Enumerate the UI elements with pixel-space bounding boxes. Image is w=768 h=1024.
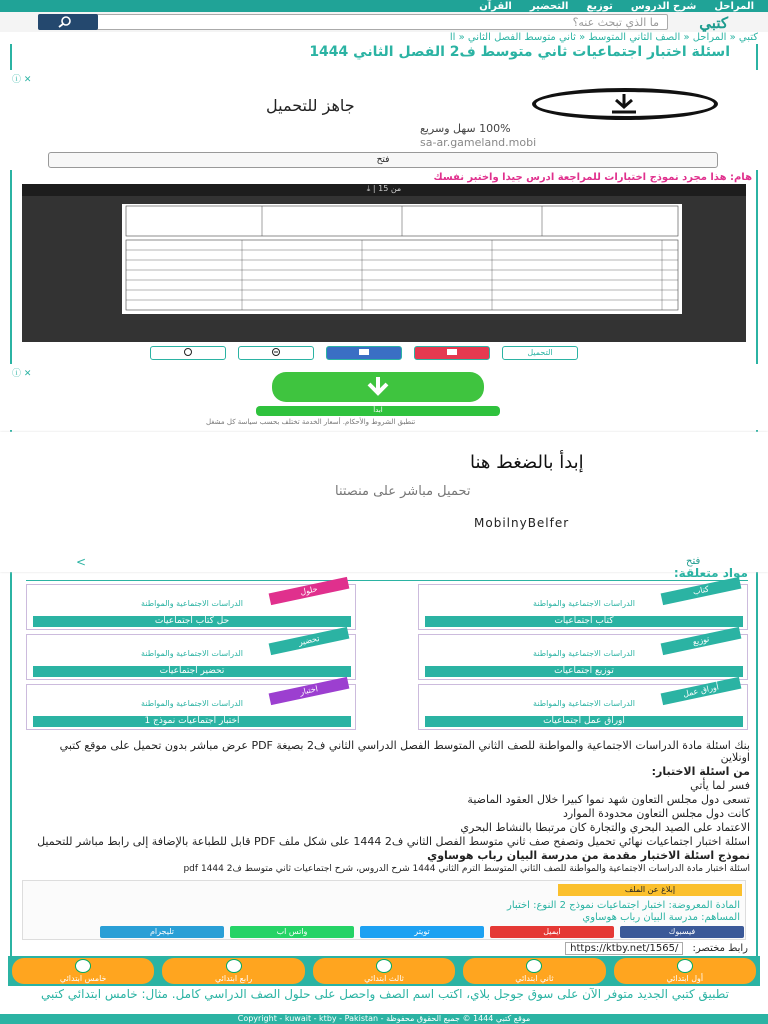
header [0, 12, 768, 32]
footer: موقع كتبي 1444 © جميع الحقوق محفوظة - Copyright - kuwait - ktby - Pakistan [0, 1014, 768, 1024]
nav-item-quran[interactable]: القرآن [479, 0, 512, 12]
card-thumb-title: الدراسات الاجتماعية والمواطنة [141, 699, 243, 708]
viewer-download-button[interactable] [414, 346, 490, 360]
ad-brand: MobilnyBelfer [474, 516, 570, 530]
grade-tile[interactable] [162, 958, 304, 984]
card-ribbon: كتاب [661, 577, 742, 605]
nav-item-lessons[interactable]: شرح الدروس [630, 0, 697, 12]
share-email-button[interactable]: ايميل [490, 926, 614, 938]
ad-open-link[interactable]: فتح [686, 556, 701, 567]
article-paragraph: تسعى دول مجلس التعاون شهد نموا كبيرا خلال العقود الماضية [467, 793, 750, 806]
card-thumb-title: الدراسات الاجتماعية والمواطنة [533, 599, 635, 608]
card-label[interactable]: تحضير اجتماعيات [33, 666, 351, 677]
grade-label: خامس ابتدائي [59, 974, 107, 983]
grade-label: رابع ابتدائي [214, 974, 253, 983]
download-arrow-icon [272, 372, 484, 402]
related-heading: مواد متعلقة: [26, 566, 748, 581]
related-card[interactable] [26, 684, 356, 730]
student-avatar-icon [526, 959, 542, 973]
related-card[interactable] [418, 684, 748, 730]
student-avatar-icon [75, 959, 91, 973]
student-avatar-icon [376, 959, 392, 973]
short-link-label: رابط مختصر: [692, 943, 748, 954]
grade-tile[interactable] [463, 958, 605, 984]
search-icon [58, 16, 72, 28]
article-paragraph: اسئلة اختبار مادة الدراسات الاجتماعية والمواطنة للصف الثاني المتوسط الترم الثاني 1444 شرح الدروس، شرح اجتماعيات ثاني متوسط ف2 1444 pdf [183, 864, 750, 874]
article-paragraph: بنك اسئلة مادة الدراسات الاجتماعية والمواطنة للصف الثاني المتوسط الفصل الدراسي الثاني ف2 بصيغة PDF عرض مباشر بدون تحميل على موقع كتبي اونلاين [59, 739, 750, 764]
card-label[interactable]: اوراق عمل اجتماعيات [425, 716, 743, 727]
ad-open-button[interactable]: فتح [48, 152, 718, 168]
grade-tile[interactable] [12, 958, 154, 984]
grade-label: ثالث ابتدائي [364, 974, 404, 983]
file-subject: المادة المعروضة: اختبار اجتماعيات نموذج 2 النوع: اختبار [507, 900, 740, 911]
card-thumb-title: الدراسات الاجتماعية والمواطنة [141, 649, 243, 658]
nav-item-distribution[interactable]: توزيع [586, 0, 613, 12]
card-label[interactable]: اختبار اجتماعيات نموذج 1 [33, 716, 351, 727]
viewer-zoom-button[interactable] [238, 346, 314, 360]
nav-item-prep[interactable]: التحضير [529, 0, 569, 12]
related-card[interactable] [418, 634, 748, 680]
short-link-row [28, 942, 748, 955]
article-paragraph: نموذج اسئلة الاختبار مقدمة من مدرسة البيان رباب هوساوي [427, 849, 750, 862]
article-body [30, 740, 750, 876]
nav-item-stages[interactable]: المراحل [714, 0, 754, 12]
viewer-print-button[interactable] [326, 346, 402, 360]
card-ribbon: تحضير [269, 627, 350, 655]
big-download-button[interactable] [272, 372, 484, 402]
card-thumb-title: الدراسات الاجتماعية والمواطنة [141, 599, 243, 608]
related-cards [26, 584, 748, 728]
short-link-field[interactable]: https://ktby.net/1565/ [565, 942, 683, 955]
pdf-viewer[interactable] [22, 184, 746, 342]
ad-ready-text: جاهز للتحميل [266, 96, 355, 115]
grade-label: ثاني ابتدائي [515, 974, 554, 983]
exam-table-graphic [122, 204, 682, 314]
card-thumb-title: الدراسات الاجتماعية والمواطنة [533, 699, 635, 708]
start-button[interactable]: ابدأ [256, 406, 500, 416]
grade-tile[interactable] [313, 958, 455, 984]
article-paragraph: الاعتماد على الصيد البحري والتجارة كان مرتبطا بالنشاط البحري [460, 821, 750, 834]
card-ribbon: أوراق عمل [661, 677, 742, 705]
app-promo[interactable]: تطبيق كتبي الجديد متوفر الآن على سوق جوجل بلاي، اكتب اسم الصف واحصل على حلول الصف الدراسي كامل. مثال: خامس ابتدائي كتبي [41, 987, 729, 1001]
student-avatar-icon [226, 959, 242, 973]
article-paragraph: من اسئلة الاختبار: [651, 765, 750, 778]
related-card[interactable] [418, 584, 748, 630]
viewer-download-label[interactable]: التحميل [502, 346, 578, 360]
file-contributor: المساهم: مدرسة البيان رباب هوساوي [582, 912, 740, 923]
card-thumb-title: الدراسات الاجتماعية والمواطنة [533, 649, 635, 658]
ad-close-icon[interactable]: ✕ ⓘ [12, 75, 32, 85]
viewer-tool-row [150, 346, 610, 364]
card-label[interactable]: حل كتاب اجتماعيات [33, 616, 351, 627]
card-label[interactable]: توزيع اجتماعيات [425, 666, 743, 677]
chevron-right-icon[interactable]: > [76, 555, 87, 569]
review-note: هام: هذا مجرد نموذج اختبارات للمراجعة ادرس جيدا واختبر نفسك [433, 172, 752, 183]
pdf-page-preview[interactable] [122, 204, 682, 314]
card-ribbon: اختبار [269, 677, 350, 705]
article-paragraph: كانت دول مجلس التعاون محدودة الموارد [562, 807, 750, 820]
zoom-icon [261, 347, 291, 357]
page-title: اسئلة اختبار اجتماعيات ثاني متوسط ف2 الفصل الثاني 1444 [309, 44, 730, 60]
card-label[interactable]: كتاب اجتماعيات [425, 616, 743, 627]
ad-rating: 100% سهل وسريع [420, 122, 511, 135]
print-icon [354, 347, 374, 357]
ad-fine-print: تنطبق الشروط والأحكام. أسعار الخدمة تختلف بحسب سياسة كل مشغل [206, 418, 416, 426]
share-buttons [100, 926, 744, 938]
grades-bar [8, 956, 760, 986]
share-whatsapp-button[interactable]: واتس اب [230, 926, 354, 938]
ad-subtext: تحميل مباشر على منصتنا [335, 484, 471, 499]
site-logo[interactable]: كتبي [699, 14, 728, 32]
breadcrumb[interactable]: كتبي « المراحل « الصف الثاني المتوسط « ثاني متوسط الفصل الثاني « اا [449, 32, 758, 43]
student-avatar-icon [677, 959, 693, 973]
share-facebook-button[interactable]: فيسبوك [620, 926, 744, 938]
grade-tile[interactable] [614, 958, 756, 984]
ad-headline: إبدأ بالضغط هنا [470, 452, 584, 473]
card-ribbon: توزيع [661, 627, 742, 655]
search-input[interactable]: ما الذي تبحث عنه؟ [38, 14, 668, 30]
ad-banner-3[interactable] [0, 432, 768, 572]
article-paragraph: فسر لما يأتي [690, 779, 750, 792]
report-file-button[interactable]: إبلاغ عن الملف [558, 884, 742, 896]
download-badge-icon [532, 88, 718, 120]
search-button[interactable] [38, 14, 98, 30]
card-ribbon: حلول [269, 577, 350, 605]
search-icon [173, 347, 203, 357]
share-telegram-button[interactable]: تليجرام [100, 926, 224, 938]
share-twitter-button[interactable]: تويتر [360, 926, 484, 938]
viewer-toolbar[interactable]: من 15 | ⤓ [22, 184, 746, 196]
top-nav [0, 0, 768, 12]
download-icon [442, 347, 462, 357]
viewer-search-button[interactable] [150, 346, 226, 360]
ad-close-icon[interactable]: ✕ ⓘ [12, 369, 32, 379]
related-card[interactable] [26, 584, 356, 630]
ad-domain: sa-ar.gameland.mobi [420, 136, 537, 149]
related-card[interactable] [26, 634, 356, 680]
article-paragraph: اسئلة اختبار اجتماعيات نهائي تحميل وتصفح صف ثاني متوسط الفصل الثاني ف2 1444 على شكل ملف PDF قابل للطباعة بالإضافة إلى رابط مباشر للتحميل [37, 835, 750, 848]
grade-label: أول ابتدائي [666, 974, 704, 983]
